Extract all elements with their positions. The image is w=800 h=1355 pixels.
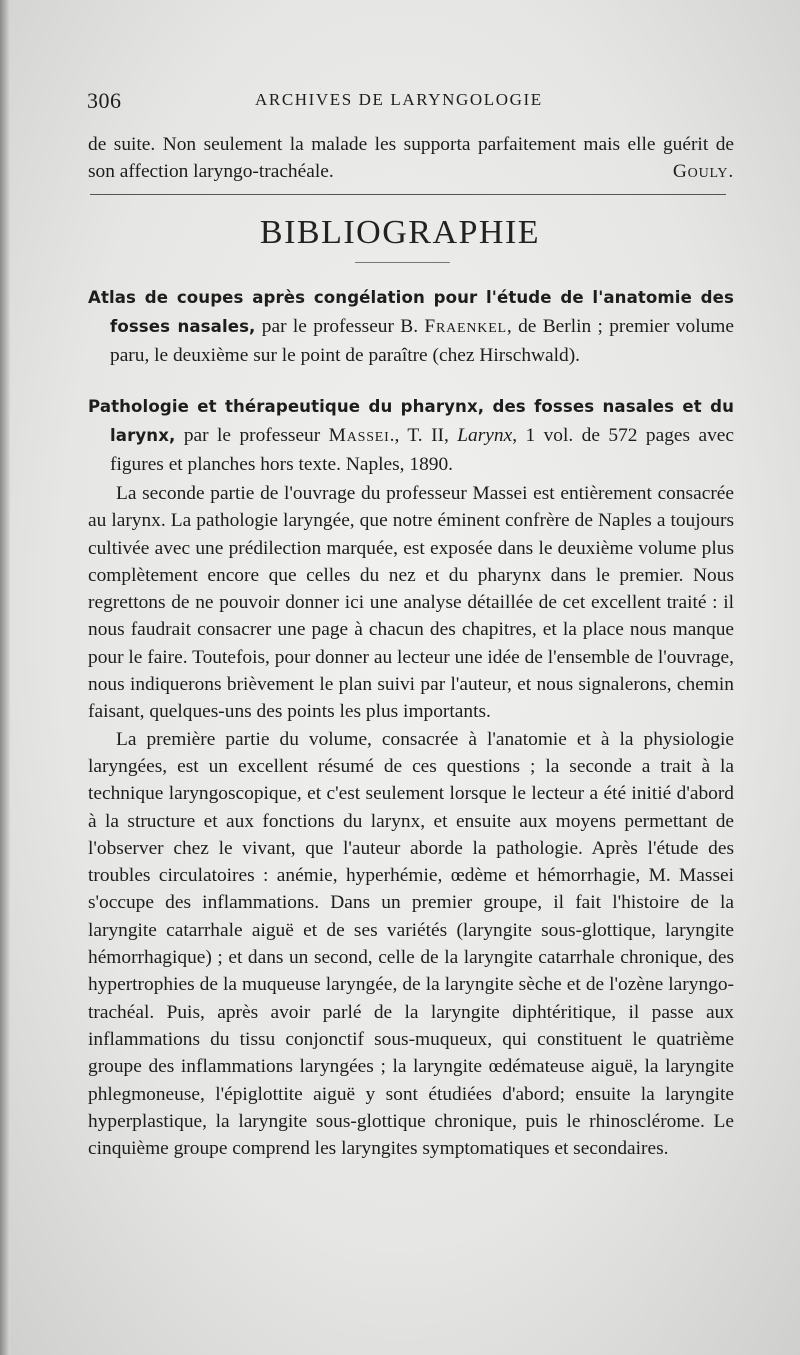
entry-details: , 1 vol. de 572 pages avec figures et planches hors texte. Naples, 1890. [110,425,735,475]
opening-paragraph [88,131,734,186]
running-head [87,88,727,114]
bibliography-entry [88,283,734,370]
body-paragraph: La seconde partie de l'ouvrage du professeur Massei est entièrement consacrée au larynx. La pathologie laryngée, que notre éminent confrère de Naples a toujours cultivée avec une prédilection marquée, est exposée dans le deuxième volume plus complètement encore que celles du nez et du pharynx dans le premier. Nous regrettons de ne pouvoir donner ici une analyse détaillée de cet excellent traité : il nous faudrait consacrer une page à chacun des chapitres, et la place nous manque pour le faire. Toutefois, pour donner au lecteur une idée de l'ensemble de l'ouvrage, nous indiquerons brièvement le plan suivi par l'auteur, et nous signalerons, chemin faisant, quelques-uns des points les plus importants. [88,483,734,723]
entry-author: Massei [328,425,390,446]
opening-text: de suite. Non seulement la malade les supporta parfaitement mais elle guérit de son affection laryngo-trachéale. [88,134,734,183]
entry-work-title: Larynx [457,425,513,446]
review-body [88,480,734,1162]
entry-details: , de Berlin ; premier volume paru, le deuxième sur le point de paraître (chez Hirschwald). [110,316,734,366]
section-divider [90,194,726,195]
body-paragraph: La première partie du volume, consacrée à l'anatomie et à la physiologie laryngées, est un excellent résumé de ces questions ; la seconde a trait à la technique laryngoscopique, et c'est seulement lorsque le lecteur a été initié d'abord à la structure et aux fonctions du larynx, et ensuite aux moyens permettant de l'observer chez le vivant, que l'auteur aborde la pathologie. Après l'étude des troubles circulatoires : anémie, hyperhémie, œdème et hémorrhagie, M. Massei s'occupe des inflammations. Dans un premier groupe, il fait l'histoire de la laryngite catarrhale aiguë et de ses variétés (laryngite sous-glottique, laryngite hémorrhagique) ; et dans un second, celle de la laryngite catarrhale chronique, des hypertrophies de la muqueuse laryngée, de la laryngite sèche et de l'ozène laryngo-trachéal. Puis, après avoir parlé de la laryngite diphtéritique, il passe aux inflammations du tissu conjonctif sous-muqueux, qui constituent le quatrième groupe des inflammations laryngées ; la laryngite œdémateuse aiguë, la laryngite phlegmoneuse, l'épiglottite aiguë y sont étudiées d'abord; ensuite la laryngite hyperplastique, la laryngite sous-glottique chronique, puis le rhinosclérome. Le cinquième groupe comprend les laryngites symptomatiques et secondaires. [88,728,734,1160]
entry-title: Atlas de coupes après congélation pour l'étude de l'anatomie des fosses nasales, [88,288,734,336]
entry-title: Pathologie et thérapeutique du pharynx, des fosses nasales et du larynx, [88,397,734,445]
page-number: 306 [87,88,122,113]
section-title: BIBLIOGRAPHIE [259,214,541,251]
title-underline [355,262,450,263]
entry-author: Fraenkel [424,316,507,337]
author-signature: Gouly. [672,161,734,183]
page-spine-shadow [0,0,10,1355]
entry-by: par le professeur [175,425,329,446]
bibliography-entry [88,392,734,479]
entry-by: par le professeur B. [255,316,425,337]
entry-details: ., T. II, [389,425,458,446]
running-head-title: ARCHIVES DE LARYNGOLOGIE [255,90,543,109]
